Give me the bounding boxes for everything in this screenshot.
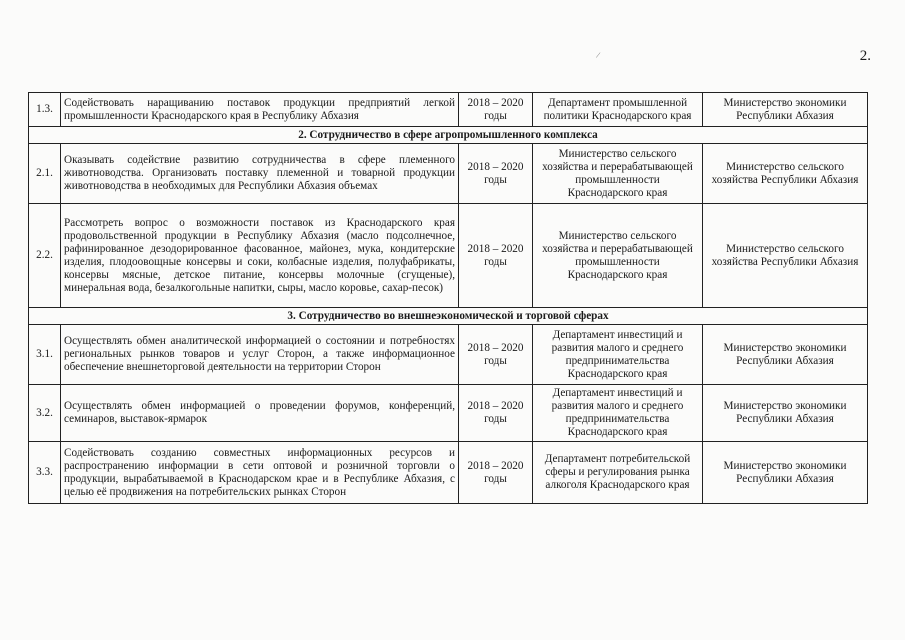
row-period: 2018 – 2020 годы [459, 144, 533, 204]
row-period: 2018 – 2020 годы [459, 93, 533, 127]
row-description: Рассмотреть вопрос о возможности поставок из Краснодарского края продовольственной продукции в Республику Абхазия (масло подсолнечное, рафинированное дезодорированное фасованное, майонез, мука, кондитерские изделия, плодоовощные консервы и соки, колбасные изделия, полуфабрикаты, консервы мясные, детское питание, консервы молочные (сгущеные), минеральная вода, безалкогольные напитки, сыры, масло коровье, сахар-песок) [61, 204, 459, 308]
table-row [29, 442, 868, 504]
table-row [29, 144, 868, 204]
row-period: 2018 – 2020 годы [459, 204, 533, 308]
scan-mark: / [595, 49, 602, 61]
row-number: 3.2. [29, 385, 61, 442]
row-executor: Департамент инвестиций и развития малого и среднего предпринимательства Краснодарского края [533, 325, 703, 385]
row-description: Содействовать наращиванию поставок продукции предприятий легкой промышленности Краснодарского края в Республику Абхазия [61, 93, 459, 127]
row-executor: Департамент инвестиций и развития малого и среднего предпринимательства Краснодарского края [533, 385, 703, 442]
row-executor: Департамент потребительской сферы и регулирования рынка алкоголя Краснодарского края [533, 442, 703, 504]
row-number: 2.2. [29, 204, 61, 308]
row-executor: Департамент промышленной политики Краснодарского края [533, 93, 703, 127]
page-number: 2. [859, 48, 871, 64]
table-row [29, 325, 868, 385]
table-row [29, 93, 868, 127]
row-partner: Министерство экономики Республики Абхазия [703, 442, 868, 504]
row-partner: Министерство сельского хозяйства Республики Абхазия [703, 144, 868, 204]
action-plan-table [28, 92, 868, 504]
table-row [29, 385, 868, 442]
section-title: 3. Сотрудничество во внешнеэкономической и торговой сферах [29, 308, 868, 325]
row-number: 2.1. [29, 144, 61, 204]
row-partner: Министерство экономики Республики Абхазия [703, 325, 868, 385]
row-partner: Министерство экономики Республики Абхазия [703, 385, 868, 442]
row-number: 3.3. [29, 442, 61, 504]
section-title: 2. Сотрудничество в сфере агропромышленного комплекса [29, 127, 868, 144]
table-row [29, 204, 868, 308]
row-partner: Министерство экономики Республики Абхазия [703, 93, 868, 127]
row-executor: Министерство сельского хозяйства и перерабатывающей промышленности Краснодарского края [533, 144, 703, 204]
row-description: Содействовать созданию совместных информационных ресурсов и распространению информации в сети оптовой и розничной торговли о продукции, вырабатываемой в Краснодарском крае и в Республике Абхазия, с целью её продвижения на потребительских рынках Сторон [61, 442, 459, 504]
row-partner: Министерство сельского хозяйства Республики Абхазия [703, 204, 868, 308]
row-description: Осуществлять обмен информацией о проведении форумов, конференций, семинаров, выставок-ярмарок [61, 385, 459, 442]
row-description: Осуществлять обмен аналитической информацией о состоянии и потребностях региональных рынков товаров и услуг Сторон, а также информационное обеспечение внешнеторговой деятельности на территории Сторон [61, 325, 459, 385]
row-period: 2018 – 2020 годы [459, 385, 533, 442]
row-executor: Министерство сельского хозяйства и перерабатывающей промышленности Краснодарского края [533, 204, 703, 308]
row-description: Оказывать содействие развитию сотрудничества в сфере племенного животноводства. Организовать поставку племенной и товарной продукции животноводства в необходимых для Республики Абхазия объемах [61, 144, 459, 204]
row-period: 2018 – 2020 годы [459, 442, 533, 504]
row-number: 3.1. [29, 325, 61, 385]
section-header-row [29, 127, 868, 144]
row-number: 1.3. [29, 93, 61, 127]
section-header-row [29, 308, 868, 325]
row-period: 2018 – 2020 годы [459, 325, 533, 385]
